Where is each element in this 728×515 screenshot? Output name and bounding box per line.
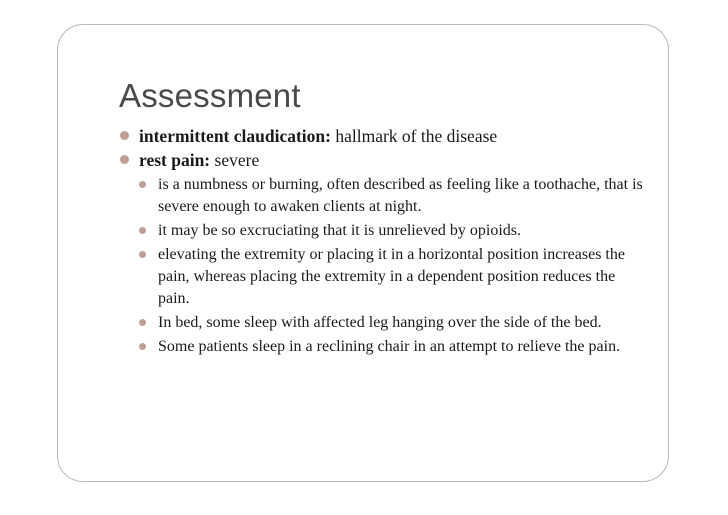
bullet-item-intermittent-claudication [120,124,650,148]
bullet-dot-icon [139,343,146,350]
bullet-dot-icon [120,131,129,140]
bullet-text: hallmark of the disease [330,126,498,146]
slide-title: Assessment [119,77,301,114]
bullet-term: rest pain: [139,150,211,170]
bullet-dot-icon [139,181,146,188]
bullet-item-rest-pain [120,148,650,358]
sub-bullet-list [139,174,650,358]
sub-bullet-item [139,336,650,358]
bullet-list [120,124,650,358]
sub-bullet-text: Some patients sleep in a reclining chair in an attempt to relieve the pain. [158,338,621,355]
bullet-text: severe [210,150,260,170]
sub-bullet-text: elevating the extremity or placing it in a horizontal position increases the pain, whereas placing the extremity in a dependent position reduces the pain. [158,246,625,307]
bullet-term: intermittent claudication: [139,126,331,146]
bullet-dot-icon [139,319,146,326]
bullet-dot-icon [120,155,129,164]
sub-bullet-text: it may be so excruciating that it is unrelieved by opioids. [158,222,522,239]
sub-bullet-text: is a numbness or burning, often described as feeling like a toothache, that is severe enough to awaken clients at night. [158,176,643,215]
sub-bullet-item [139,244,650,310]
sub-bullet-item [139,174,650,218]
slide-content [120,124,650,360]
bullet-dot-icon [139,251,146,258]
sub-bullet-text: In bed, some sleep with affected leg hanging over the side of the bed. [158,314,602,331]
sub-bullet-item [139,220,650,242]
sub-bullet-item [139,312,650,334]
bullet-dot-icon [139,227,146,234]
